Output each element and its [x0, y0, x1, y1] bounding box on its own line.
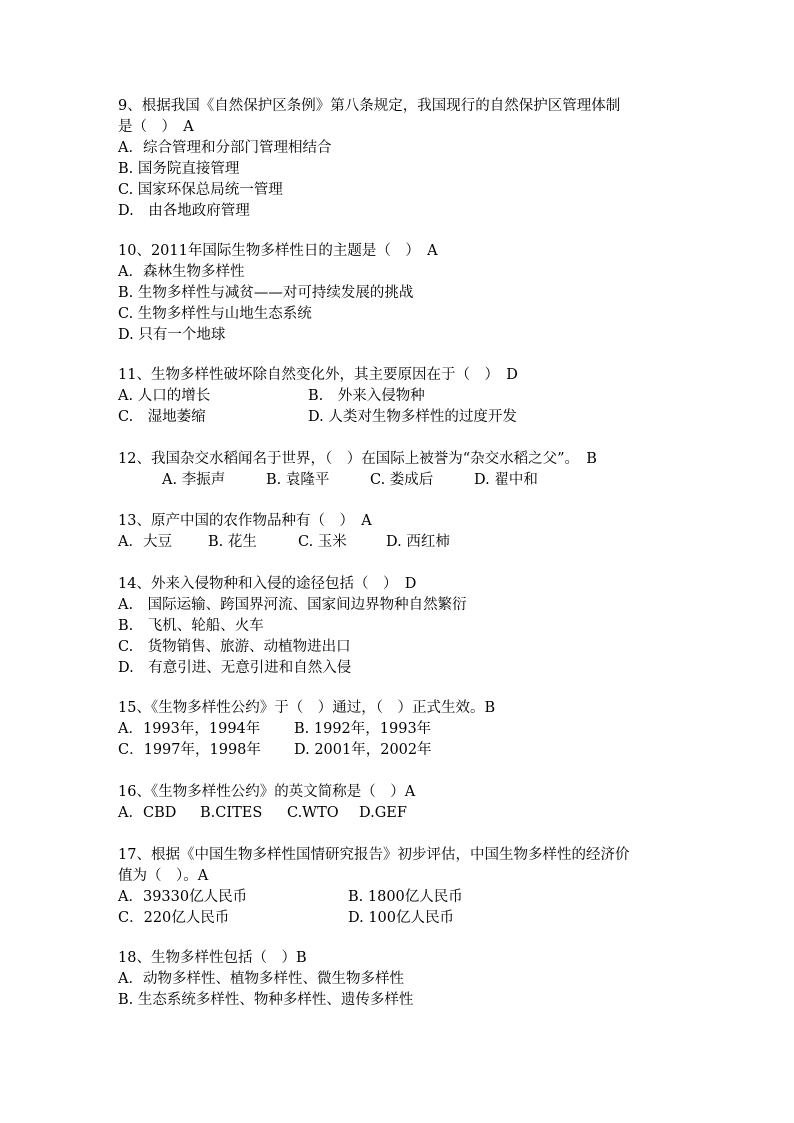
option: D. 翟中和: [474, 472, 538, 488]
option: A．综合管理和分部门管理相结合: [118, 140, 332, 156]
question-stem: 16、《生物多样性公约》的英文简称是（ ）A: [118, 784, 416, 800]
option: D. 2001年，2002年: [294, 742, 432, 758]
option: B. 外来入侵物种: [308, 388, 425, 404]
option: C. 国家环保总局统一管理: [118, 182, 283, 198]
option: B. 生物多样性与减贫——对可持续发展的挑战: [118, 285, 414, 301]
question-stem: 14、外来入侵物种和入侵的途径包括（ ） D: [118, 576, 417, 592]
option: D. 西红柿: [386, 534, 450, 550]
option: B. 花生: [208, 534, 257, 550]
option: B. 1800亿人民币: [348, 889, 463, 905]
question-stem: 12、我国杂交水稻闻名于世界，（ ）在国际上被誉为“杂交水稻之父”。 B: [118, 451, 597, 467]
option: D. 由各地政府管理: [118, 203, 250, 219]
question-13: [118, 511, 718, 553]
option: D. 有意引进、无意引进和自然入侵: [118, 660, 352, 676]
option: A．CBD: [118, 805, 177, 821]
option: D.GEF: [359, 805, 407, 821]
option: B. 生态系统多样性、物种多样性、遗传多样性: [118, 992, 414, 1008]
question-14: [118, 574, 718, 679]
question-9: [118, 96, 718, 222]
question-stem: 13、原产中国的农作物品种有（ ） A: [118, 513, 372, 529]
question-15: [118, 698, 718, 761]
option: D. 只有一个地球: [118, 327, 226, 343]
option: B. 1992年，1993年: [294, 721, 432, 737]
question-stem: 15、《生物多样性公约》于（ ）通过，（ ）正式生效。B: [118, 700, 496, 716]
question-16: [118, 782, 718, 824]
question-stem: 值为（ ）。A: [118, 868, 209, 884]
option: A. 人口的增长: [118, 388, 211, 404]
question-stem: 17、根据《中国生物多样性国情研究报告》初步评估，中国生物多样性的经济价: [118, 847, 630, 863]
option: C.WTO: [287, 805, 339, 821]
option: A．动物多样性、植物多样性、微生物多样性: [118, 971, 404, 987]
question-stem: 是（ ） A: [118, 119, 194, 135]
option-row: [118, 908, 718, 929]
option-row: [118, 532, 718, 553]
question-11: [118, 365, 718, 428]
question-12: [118, 449, 718, 491]
option-row: [118, 719, 718, 740]
option: C．220亿人民币: [118, 910, 230, 926]
option: A．森林生物多样性: [118, 264, 245, 280]
option: B. 飞机、轮船、火车: [118, 618, 264, 634]
option: A．1993年，1994年: [118, 721, 261, 737]
option: C. 生物多样性与山地生态系统: [118, 306, 312, 322]
option-row: [118, 740, 718, 761]
option-row: [118, 887, 718, 908]
option: A. 国际运输、跨国界河流、国家间边界物种自然繁衍: [118, 597, 467, 613]
option: D. 100亿人民币: [348, 910, 455, 926]
question-stem: 9、根据我国《自然保护区条例》第八条规定，我国现行的自然保护区管理体制: [118, 98, 621, 114]
option: C. 娄成后: [370, 472, 434, 488]
option: C. 玉米: [298, 534, 347, 550]
option: A．39330亿人民币: [118, 889, 248, 905]
option: B.CITES: [200, 805, 263, 821]
option: A. 李振声: [162, 472, 226, 488]
option: B. 袁隆平: [266, 472, 330, 488]
option-row: [118, 407, 718, 428]
question-17: [118, 845, 718, 929]
question-18: [118, 948, 718, 1011]
option: B. 国务院直接管理: [118, 161, 240, 177]
option: D. 人类对生物多样性的过度开发: [308, 409, 517, 425]
question-stem: 11、生物多样性破坏除自然变化外，其主要原因在于（ ） D: [118, 367, 518, 383]
question-10: [118, 241, 718, 346]
option: A．大豆: [118, 534, 172, 550]
option: C. 湿地萎缩: [118, 409, 206, 425]
option: C．1997年，1998年: [118, 742, 261, 758]
option-row: [118, 803, 718, 824]
option-row: [118, 470, 718, 491]
question-stem: 10、2011年国际生物多样性日的主题是（ ） A: [118, 243, 438, 259]
option: C. 货物销售、旅游、动植物进出口: [118, 639, 351, 655]
option-row: [118, 386, 718, 407]
question-stem: 18、生物多样性包括（ ）B: [118, 950, 307, 966]
